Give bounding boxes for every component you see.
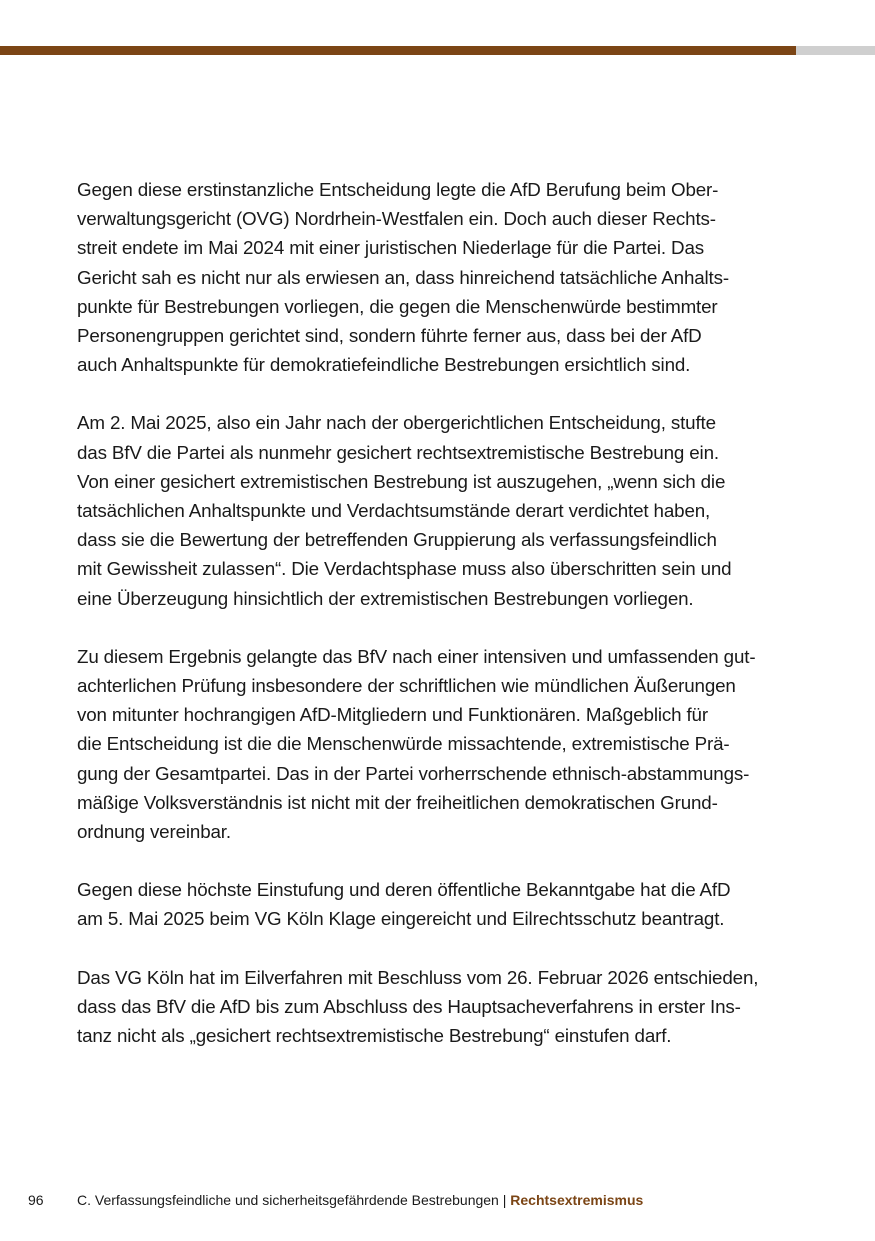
text-line: streit endete im Mai 2024 mit einer juristischen Niederlage für die Partei. Das [77,237,705,259]
text-line: Zu diesem Ergebnis gelangte das BfV nach einer intensiven und umfassenden gut- [77,645,756,667]
text-line: auch Anhaltspunkte für demokratiefeindliche Bestrebungen ersichtlich sind. [77,354,691,376]
text-line: die Entscheidung ist die die Menschenwürde missachtende, extremistische Prä- [77,733,730,755]
paragraph-1 [77,175,802,379]
text-line: achterlichen Prüfung insbesondere der schriftlichen wie mündlichen Äußerungen [77,675,736,697]
page-number: 96 [28,1192,44,1208]
text-line: mäßige Volksverständnis ist nicht mit der freiheitlichen demokratischen Grund- [77,791,718,813]
text-line: Gegen diese höchste Einstufung und deren öffentliche Bekanntgabe hat die AfD [77,879,731,901]
paragraph-4 [77,875,802,933]
text-line: ordnung vereinbar. [77,821,231,843]
body-text [77,175,802,1079]
text-line: eine Überzeugung hinsichtlich der extremistischen Bestrebungen vorliegen. [77,587,694,609]
running-footer [77,1190,643,1210]
text-line: Am 2. Mai 2025, also ein Jahr nach der obergerichtlichen Entscheidung, stufte [77,412,716,434]
header-grey-bar [796,46,875,55]
text-line: Von einer gesichert extremistischen Bestrebung ist auszugehen, „wenn sich die [77,470,726,492]
text-line: von mitunter hochrangigen AfD-Mitgliedern und Funktionären. Maßgeblich für [77,704,708,726]
text-line: Gegen diese erstinstanzliche Entscheidung legte die AfD Berufung beim Ober- [77,179,719,200]
text-line: tatsächlichen Anhaltspunkte und Verdachtsumstände derart verdichtet haben, [77,500,711,522]
text-line: mit Gewissheit zulassen“. Die Verdachtsphase muss also überschritten sein und [77,558,732,580]
text-line: punkte für Bestrebungen vorliegen, die gegen die Menschenwürde bestimmter [77,295,718,317]
text-line: Das VG Köln hat im Eilverfahren mit Beschluss vom 26. Februar 2026 entschieden, [77,966,759,988]
paragraph-5 [77,963,802,1051]
text-line: dass das BfV die AfD bis zum Abschluss des Hauptsacheverfahrens in erster Ins- [77,995,741,1017]
footer-separator: | [498,1192,511,1208]
text-line: das BfV die Partei als nunmehr gesichert rechtsextremistische Bestrebung ein. [77,441,719,463]
header-accent-bar [0,46,796,55]
text-line: tanz nicht als „gesichert rechtsextremistische Bestrebung“ einstufen darf. [77,1025,672,1047]
text-line: am 5. Mai 2025 beim VG Köln Klage eingereicht und Eilrechtsschutz beantragt. [77,908,725,930]
text-line: Gericht sah es nicht nur als erwiesen an, dass hinreichend tatsächliche Anhalts- [77,266,729,288]
text-line: verwaltungsgericht (OVG) Nordrhein-Westfalen ein. Doch auch dieser Rechts- [77,208,716,230]
text-line: Personengruppen gerichtet sind, sondern führte ferner aus, dass bei der AfD [77,325,702,347]
paragraph-2 [77,408,802,612]
footer-chapter: Rechtsextremismus [510,1192,644,1208]
text-line: gung der Gesamtpartei. Das in der Partei vorherrschende ethnisch-abstammungs- [77,762,750,784]
paragraph-3 [77,642,802,846]
text-line: dass sie die Bewertung der betreffenden Gruppierung als verfassungsfeindlich [77,529,717,551]
footer-section: C. Verfassungsfeindliche und sicherheitsgefährdende Bestrebungen [77,1192,499,1208]
